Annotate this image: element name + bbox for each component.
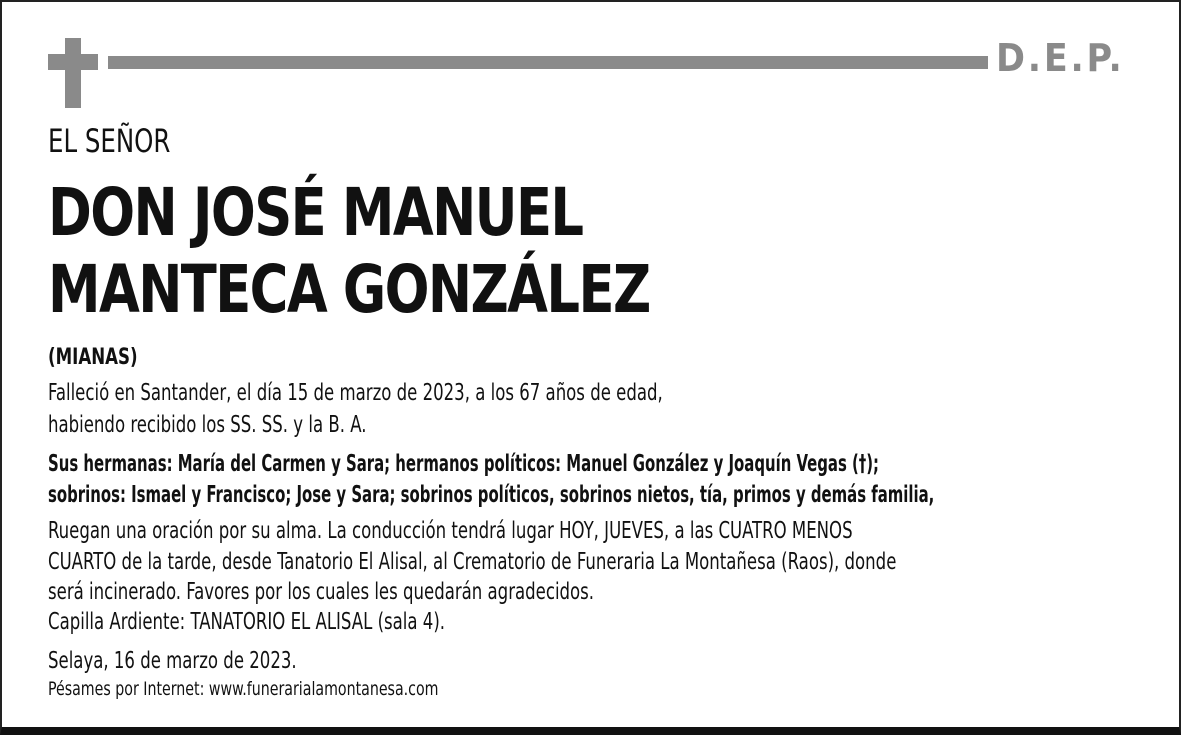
ceremony-line1: Ruegan una oración por su alma. La conducción tendrá lugar HOY, JUEVES, a las CUATRO MENOS [48, 518, 853, 544]
ceremony-line3: será incinerado. Favores por los cuales les quedarán agradecidos. [48, 579, 595, 605]
deceased-name-line1: DON JOSÉ MANUEL [48, 174, 583, 251]
dep-label: D.E.P. [996, 36, 1125, 80]
family-line2: sobrinos: Ismael y Francisco; Jose y Sara; sobrinos políticos, sobrinos nietos, tía, primos y demás familia, [48, 482, 935, 508]
ceremony-line2: CUARTO de la tarde, desde Tanatorio El Alisal, al Crematorio de Funeraria La Montañesa (Raos), donde [48, 549, 897, 575]
death-info-line1: Falleció en Santander, el día 15 de marzo de 2023, a los 67 años de edad, [48, 380, 663, 406]
cross-icon [65, 38, 81, 108]
title-prefix: EL SEÑOR [48, 122, 171, 160]
deceased-nickname: (MIANAS) [48, 345, 138, 370]
deceased-name-line2: MANTECA GONZÁLEZ [48, 251, 650, 328]
family-line1: Sus hermanas: María del Carmen y Sara; hermanos políticos: Manuel González y Joaquín Vegas (†); [48, 451, 880, 477]
chapel-line: Capilla Ardiente: TANATORIO EL ALISAL (sala 4). [48, 609, 446, 635]
cross-icon-bar [48, 54, 98, 70]
death-info-line2: habiendo recibido los SS. SS. y la B. A. [48, 412, 367, 438]
place-date: Selaya, 16 de marzo de 2023. [48, 648, 297, 674]
header-rule [108, 56, 988, 69]
condolences-line: Pésames por Internet: www.funerarialamontanesa.com [48, 678, 439, 700]
